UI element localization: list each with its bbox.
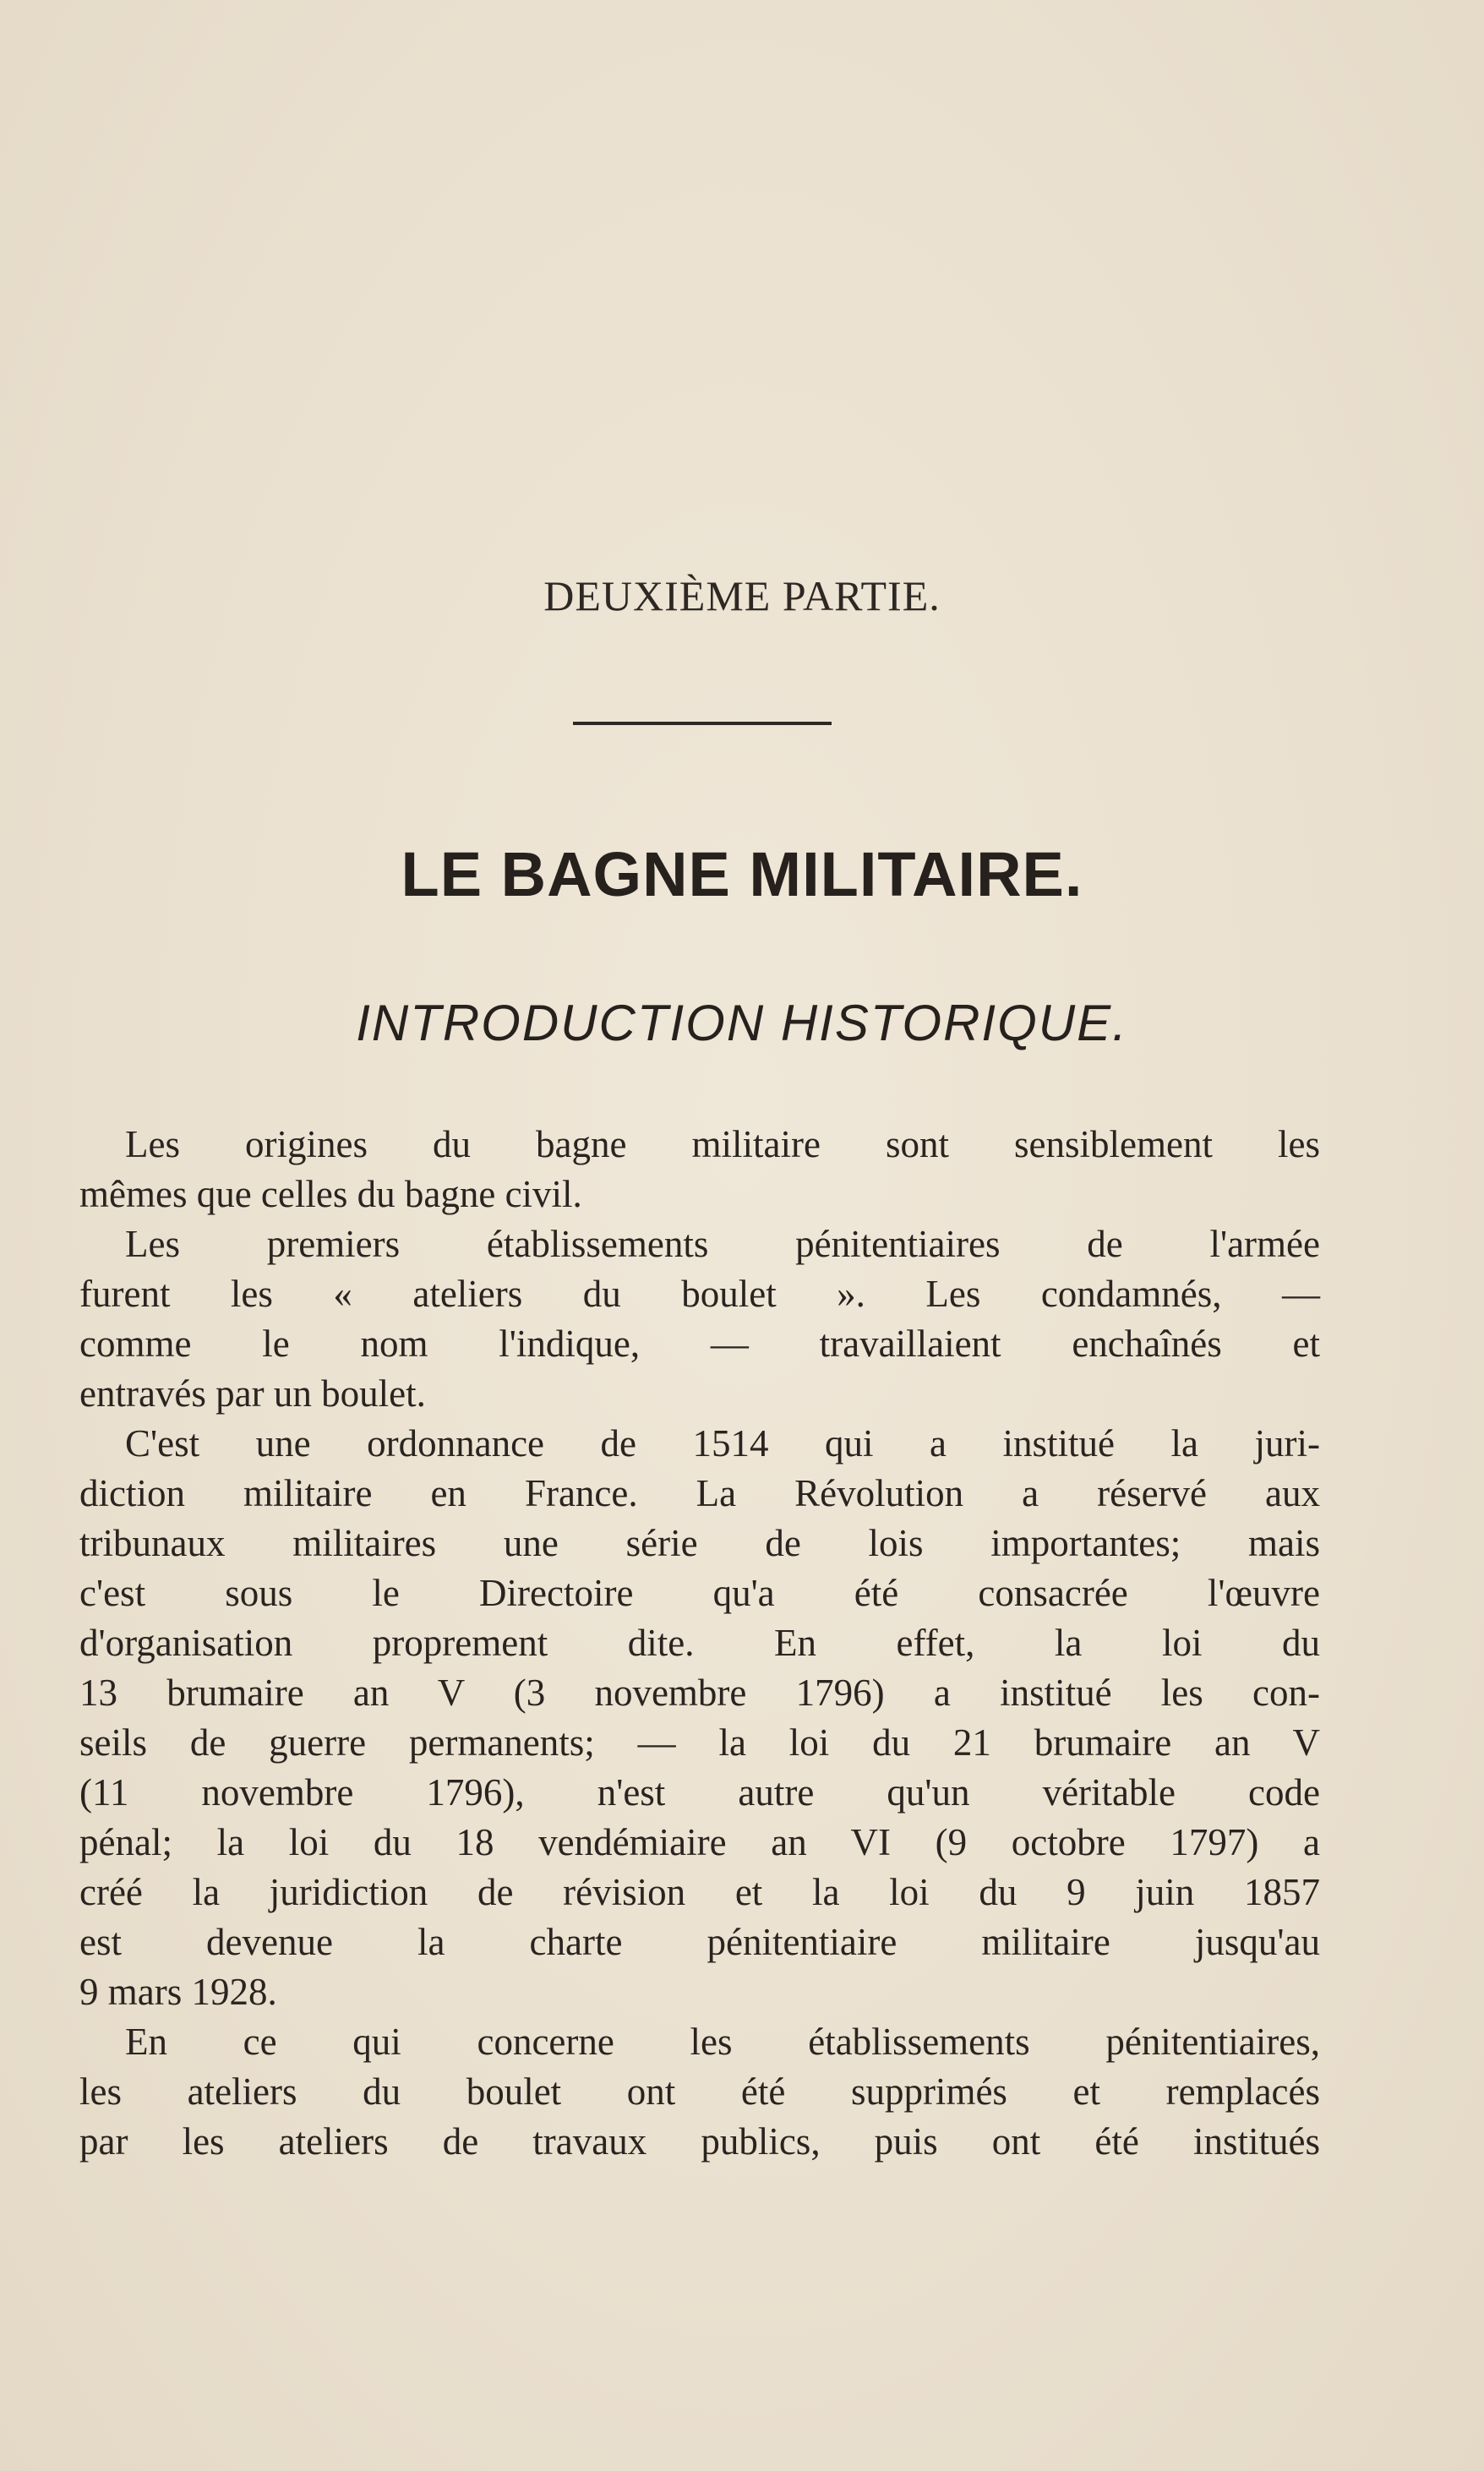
title-divider [573,722,832,725]
section-subtitle: INTRODUCTION HISTORIQUE. [356,995,1128,1051]
text-line: comme le nom l'indique, — travaillaient enchaînés et [79,1323,1320,1365]
text-line: les ateliers du boulet ont été supprimés et remplacés [79,2070,1320,2113]
body-text [79,1120,1320,2167]
text-line: furent les « ateliers du boulet ». Les condamnés, — [79,1273,1320,1315]
text-line: pénal; la loi du 18 vendémiaire an VI (9 octobre 1797) a [79,1821,1320,1863]
text-line: 9 mars 1928. [79,1971,277,2013]
text-line: diction militaire en France. La Révolution a réservé aux [79,1472,1320,1514]
text-line: par les ateliers de travaux publics, puis ont été institués [79,2120,1320,2163]
text-line: Les premiers établissements pénitentiaires de l'armée [125,1223,1320,1265]
text-line: 13 brumaire an V (3 novembre 1796) a institué les con- [79,1672,1320,1714]
chapter-title: LE BAGNE MILITAIRE. [401,839,1083,909]
text-line: entravés par un boulet. [79,1372,426,1415]
text-line: créé la juridiction de révision et la loi du 9 juin 1857 [79,1871,1320,1913]
part-title: DEUXIÈME PARTIE. [543,572,941,619]
text-line: mêmes que celles du bagne civil. [79,1173,582,1215]
paragraph [79,1120,1320,1219]
paragraph [79,2017,1320,2167]
paragraph [79,1419,1320,2017]
text-line: (11 novembre 1796), n'est autre qu'un véritable code [79,1771,1320,1814]
text-line: est devenue la charte pénitentiaire militaire jusqu'au [79,1921,1320,1963]
text-line: seils de guerre permanents; — la loi du 21 brumaire an V [79,1721,1320,1764]
text-line: c'est sous le Directoire qu'a été consacrée l'œuvre [79,1572,1320,1614]
text-line: C'est une ordonnance de 1514 qui a institué la juri- [125,1422,1320,1465]
text-line: d'organisation proprement dite. En effet, la loi du [79,1622,1320,1664]
text-line: En ce qui concerne les établissements pénitentiaires, [125,2021,1320,2063]
text-line: tribunaux militaires une série de lois importantes; mais [79,1522,1320,1564]
paragraph [79,1219,1320,1419]
text-line: Les origines du bagne militaire sont sensiblement les [125,1123,1320,1165]
